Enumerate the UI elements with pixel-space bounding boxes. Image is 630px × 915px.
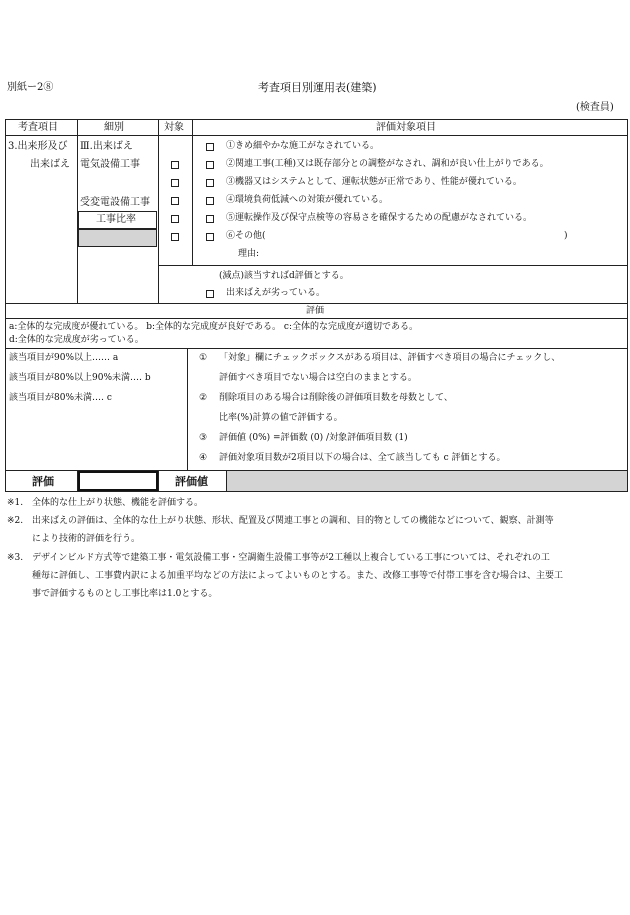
- footnote-text: により技術的評価を行う。: [32, 534, 141, 544]
- eval-item: ④環境負荷低減への対策が優れている。: [226, 195, 389, 205]
- deduction-item: 出来ばえが劣っている。: [226, 288, 326, 298]
- note-text: 評価すべき項目でない場合は空白のままとする。: [219, 373, 417, 383]
- target-checkbox[interactable]: [171, 215, 179, 223]
- threshold-a: 該当項目が90%以上‥‥‥ a: [9, 353, 119, 363]
- threshold-b: 該当項目が80%以上90%未満‥‥ b: [9, 373, 151, 383]
- footnote-mark: ※1.: [7, 498, 24, 508]
- footnote-text: デザインビルド方式等で建築工事・電気設備工事・空調衛生設備工事等が2工種以上複合している工事については、それぞれの工: [32, 553, 550, 563]
- criteria-line: d:全体的な完成度が劣っている。: [9, 335, 144, 345]
- eval-item-other-close: ): [564, 231, 568, 241]
- footnote-mark: ※2.: [7, 516, 24, 526]
- eval-item: ③機器又はシステムとして、運転状態が正常であり、性能が優れている。: [226, 177, 522, 187]
- evaluation-heading: 評価: [306, 306, 325, 316]
- column-header-subcategory: 細別: [104, 122, 124, 133]
- eval-item-checkbox[interactable]: [206, 161, 214, 169]
- eval-item-checkbox[interactable]: [206, 197, 214, 205]
- criteria-line: a:全体的な完成度が優れている。 b:全体的な完成度が良好である。 c:全体的な完成度が適切である。: [9, 322, 418, 332]
- inspector-label: (検査員): [576, 102, 614, 113]
- document-code: 別紙ー2⑧: [7, 82, 54, 93]
- category-label: 3.出来形及び: [8, 141, 68, 152]
- page-title: 考査項目別運用表(建築): [258, 81, 377, 94]
- column-header-item: 考査項目: [18, 122, 58, 133]
- eval-item: ②関連工事(工種)又は既存部分との調整がなされ、調和が良い仕上がりである。: [226, 159, 549, 169]
- column-header-target: 対象: [164, 122, 184, 133]
- eval-item: ⑤運転操作及び保守点検等の容易さを確保するための配慮がなされている。: [226, 213, 533, 223]
- evaluation-value-label: 評価値: [175, 475, 208, 488]
- eval-item-checkbox[interactable]: [206, 179, 214, 187]
- note-number: ④: [199, 453, 208, 463]
- note-number: ②: [199, 393, 208, 403]
- target-checkbox[interactable]: [171, 161, 179, 169]
- deduction-checkbox[interactable]: [206, 290, 214, 298]
- eval-item: ①きめ細やかな施工がなされている。: [226, 141, 380, 151]
- eval-item-other: ⑥その他(: [226, 231, 266, 241]
- eval-item-checkbox[interactable]: [206, 233, 214, 241]
- category-label-2: 出来ばえ: [30, 159, 70, 170]
- footnote-mark: ※3.: [7, 553, 24, 563]
- note-text: 評価対象項目数が2項目以下の場合は、全て該当しても c 評価とする。: [219, 453, 506, 463]
- note-text: 削除項目のある場合は削除後の評価項目数を母数として、: [219, 393, 453, 403]
- construction-ratio-label: 工事比率: [96, 214, 136, 225]
- footnote-text: 事で評価するものとし工事比率は1.0とする。: [32, 589, 218, 599]
- evaluation-grade-input[interactable]: [78, 471, 158, 491]
- reason-label: 理由:: [238, 249, 260, 259]
- subcategory-substation: 受変電設備工事: [80, 197, 150, 208]
- eval-item-checkbox[interactable]: [206, 143, 214, 151]
- note-text: 「対象」欄にチェックボックスがある項目は、評価すべき項目の場合にチェックし、: [219, 353, 561, 363]
- note-number: ①: [199, 353, 208, 363]
- column-header-eval-items: 評価対象項目: [376, 122, 436, 133]
- target-checkbox[interactable]: [171, 233, 179, 241]
- threshold-c: 該当項目が80%未満‥‥ c: [9, 393, 112, 403]
- footnote-text: 全体的な仕上がり状態、機能を評価する。: [32, 498, 204, 508]
- evaluation-value-field[interactable]: [227, 471, 627, 491]
- note-text: 比率(%)計算の値で評価する。: [219, 413, 343, 423]
- evaluation-label: 評価: [32, 475, 54, 488]
- subcategory-label: Ⅲ.出来ばえ: [80, 141, 133, 152]
- construction-ratio-input[interactable]: [78, 229, 157, 247]
- footnote-text: 種毎に評価し、工事費内訳による加重平均などの方法によってよいものとする。また、改修工事等で付帯工事を含む場合は、主要工: [32, 571, 564, 581]
- subcategory-electrical: 電気設備工事: [80, 159, 140, 170]
- construction-ratio-box: [78, 211, 157, 229]
- note-text: 評価値 (0%) =評価数 (0) /対象評価項目数 (1): [219, 433, 408, 443]
- target-checkbox[interactable]: [171, 179, 179, 187]
- deduction-note: (減点)該当すればd評価とする。: [219, 271, 349, 281]
- note-number: ③: [199, 433, 208, 443]
- target-checkbox[interactable]: [171, 197, 179, 205]
- footnote-text: 出来ばえの評価は、全体的な仕上がり状態、形状、配置及び関連工事との調和、目的物としての機能などについて、観察、計測等: [32, 516, 554, 526]
- eval-item-checkbox[interactable]: [206, 215, 214, 223]
